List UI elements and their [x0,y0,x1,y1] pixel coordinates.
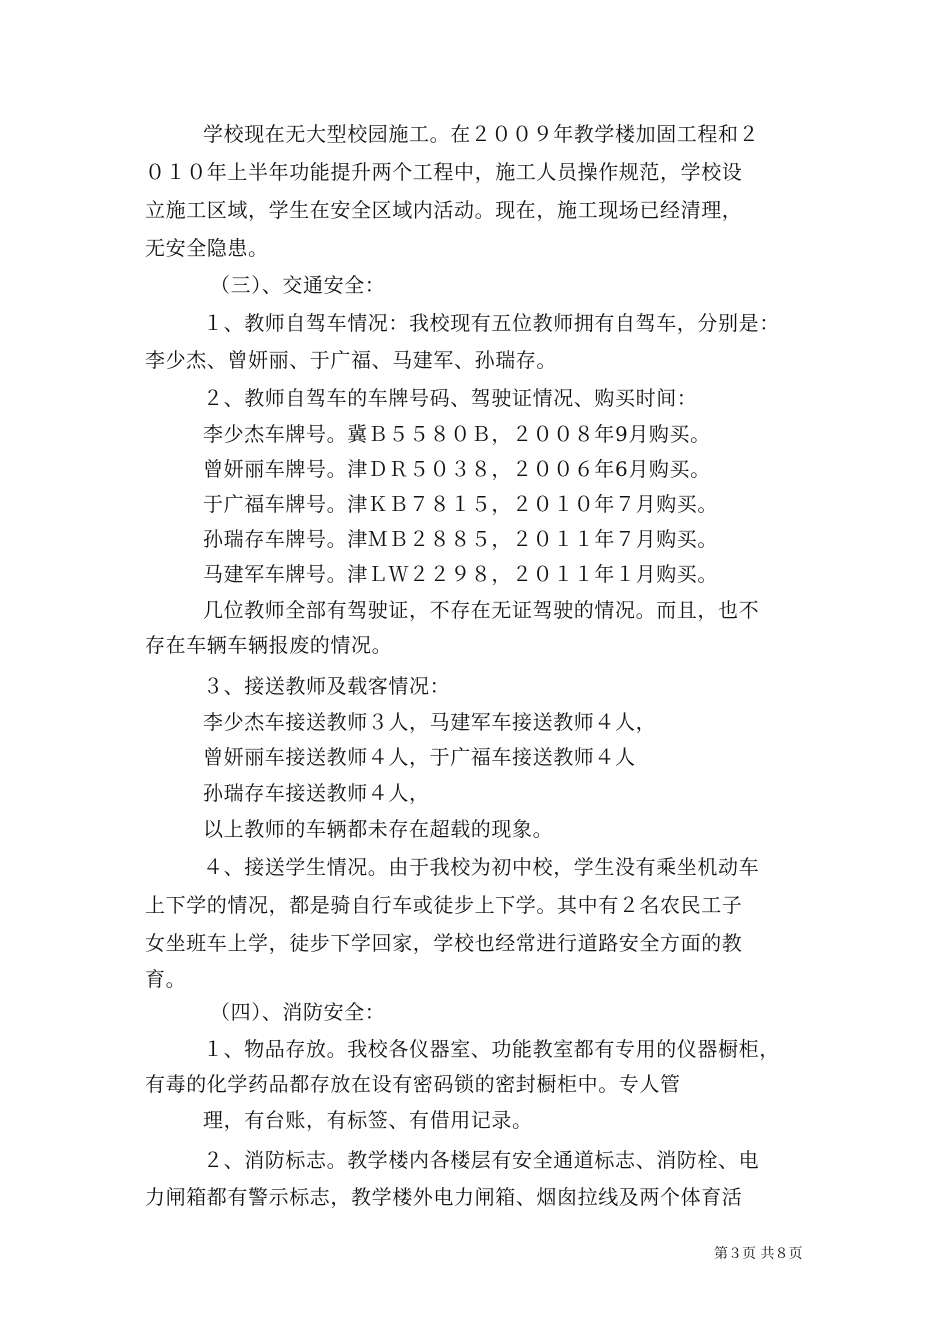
paragraph-line-4: 无安全隐患。 [145,236,269,260]
paragraph-line-16: ３、接送教师及载客情况： [203,674,451,698]
paragraph-line-27: 有毒的化学药品都存放在设有密码锁的密封橱柜中。专人管 [145,1072,681,1096]
paragraph-line-1: 学校现在无大型校园施工。在２００９年教学楼加固工程和２ [203,122,760,146]
paragraph-line-6: １、教师自驾车情况：我校现有五位教师拥有自驾车，分别是： [203,311,780,335]
plate-line-5: 马建军车牌号。津ＬＷ２２９８，２０１１年１月购买。 [203,562,718,586]
paragraph-line-24: 育。 [145,967,187,991]
paragraph-line-29: ２、消防标志。教学楼内各楼层有安全通道标志、消防栓、电 [203,1148,760,1172]
paragraph-line-26: １、物品存放。我校各仪器室、功能教室都有专用的仪器橱柜， [203,1037,780,1061]
paragraph-line-3: 立施工区域，学生在安全区域内活动。现在，施工现场已经清理， [145,198,743,222]
paragraph-line-30: 力闸箱都有警示标志，教学楼外电力闸箱、烟囱拉线及两个体育活 [145,1185,743,1209]
paragraph-line-22: 上下学的情况，都是骑自行车或徒步上下学。其中有２名农民工子 [145,893,743,917]
paragraph-line-2: ０１０年上半年功能提升两个工程中，施工人员操作规范，学校设 [145,160,743,184]
plate-line-1: 李少杰车牌号。冀Ｂ５５８０Ｂ，２００８年9月购买。 [203,422,711,446]
plate-line-3: 于广福车牌号。津ＫＢ７８１５，２０１０年７月购买。 [203,492,718,516]
paragraph-line-23: 女坐班车上学，徒步下学回家，学校也经常进行道路安全方面的教 [145,931,743,955]
page-number-footer: 第３页 共８页 [714,1246,803,1262]
paragraph-line-21: ４、接送学生情况。由于我校为初中校，学生没有乘坐机动车 [203,855,760,879]
pickup-line-3: 孙瑞存车接送教师４人， [203,781,430,805]
paragraph-line-14: 几位教师全部有驾驶证，不存在无证驾驶的情况。而且，也不 [203,598,760,622]
pickup-line-2: 曾妍丽车接送教师４人，于广福车接送教师４人 [203,745,636,769]
pickup-line-4: 以上教师的车辆都未存在超载的现象。 [203,817,554,841]
paragraph-line-7: 李少杰、曾妍丽、于广福、马建军、孙瑞存。 [145,348,557,372]
paragraph-line-8: ２、教师自驾车的车牌号码、驾驶证情况、购买时间： [203,386,698,410]
section-heading-fire: （四）、消防安全： [210,1000,386,1024]
paragraph-line-28: 理，有台账，有标签、有借用记录。 [203,1108,533,1132]
section-heading-traffic: （三）、交通安全： [210,273,386,297]
plate-line-4: 孙瑞存车牌号。津ＭＢ２８８５，２０１１年７月购买。 [203,527,718,551]
plate-line-2: 曾妍丽车牌号。津ＤＲ５０３８，２００６年6月购买。 [203,457,711,481]
pickup-line-1: 李少杰车接送教师３人，马建军车接送教师４人， [203,710,657,734]
paragraph-line-15: 存在车辆车辆报废的情况。 [145,633,393,657]
